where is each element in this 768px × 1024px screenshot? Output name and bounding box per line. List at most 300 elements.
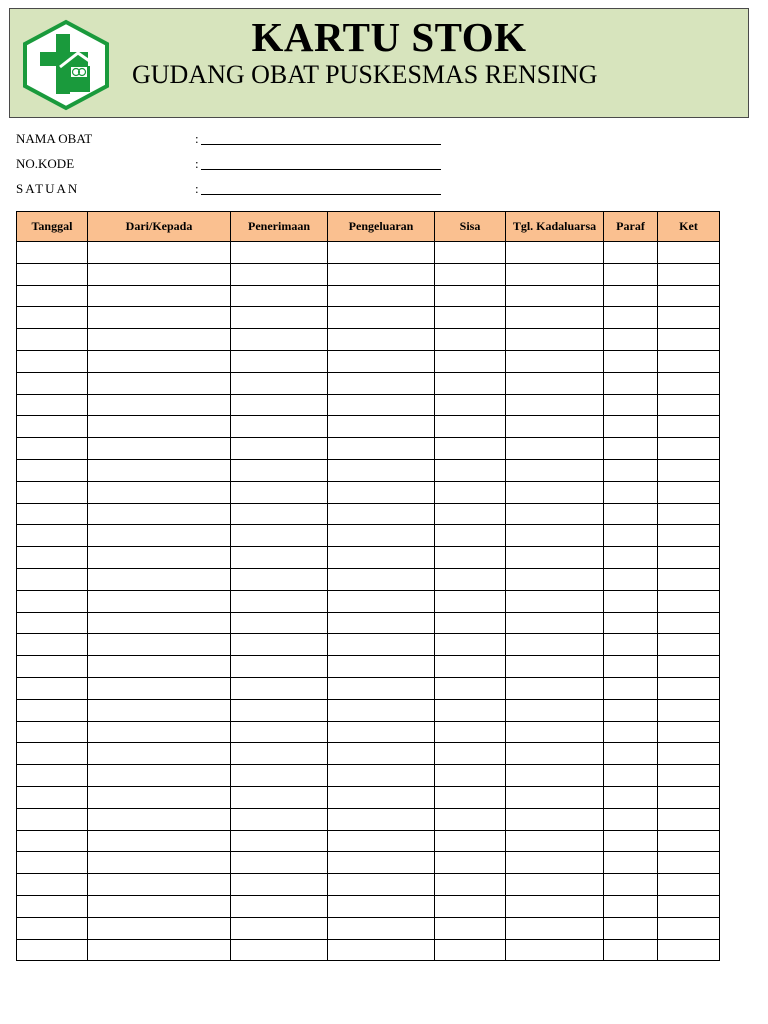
table-cell[interactable] [435, 329, 506, 351]
table-row [17, 677, 720, 699]
table-cell[interactable] [328, 547, 435, 569]
table-cell[interactable] [658, 786, 720, 808]
table-cell[interactable] [88, 895, 231, 917]
table-cell[interactable] [435, 590, 506, 612]
table-cell[interactable] [231, 808, 328, 830]
table-cell[interactable] [435, 307, 506, 329]
table-cell[interactable] [328, 242, 435, 264]
table-cell[interactable] [604, 808, 658, 830]
table-cell[interactable] [604, 677, 658, 699]
table-cell[interactable] [658, 242, 720, 264]
table-cell[interactable] [506, 786, 604, 808]
table-cell[interactable] [231, 612, 328, 634]
table-cell[interactable] [604, 721, 658, 743]
table-cell[interactable] [435, 416, 506, 438]
table-cell[interactable] [88, 765, 231, 787]
table-cell[interactable] [658, 895, 720, 917]
table-cell[interactable] [658, 917, 720, 939]
table-cell[interactable] [328, 895, 435, 917]
table-cell[interactable] [328, 590, 435, 612]
table-cell[interactable] [231, 874, 328, 896]
table-cell[interactable] [328, 416, 435, 438]
table-cell[interactable] [506, 503, 604, 525]
table-cell[interactable] [328, 263, 435, 285]
table-cell[interactable] [604, 350, 658, 372]
table-cell[interactable] [88, 808, 231, 830]
table-cell[interactable] [658, 459, 720, 481]
table-cell[interactable] [17, 895, 88, 917]
table-cell[interactable] [435, 677, 506, 699]
table-cell[interactable] [506, 416, 604, 438]
table-cell[interactable] [506, 481, 604, 503]
table-cell[interactable] [658, 285, 720, 307]
table-cell[interactable] [17, 242, 88, 264]
table-cell[interactable] [88, 285, 231, 307]
table-header-row [17, 212, 720, 242]
table-cell[interactable] [328, 568, 435, 590]
table-cell[interactable] [231, 677, 328, 699]
table-cell[interactable] [658, 350, 720, 372]
table-cell[interactable] [658, 394, 720, 416]
table-cell[interactable] [17, 350, 88, 372]
table-cell[interactable] [604, 285, 658, 307]
table-cell[interactable] [435, 547, 506, 569]
table-cell[interactable] [17, 612, 88, 634]
column-header-ket: Ket [658, 212, 720, 242]
table-cell[interactable] [604, 612, 658, 634]
table-cell[interactable] [658, 329, 720, 351]
table-cell[interactable] [88, 721, 231, 743]
table-cell[interactable] [88, 503, 231, 525]
table-cell[interactable] [88, 699, 231, 721]
table-row [17, 874, 720, 896]
table-cell[interactable] [604, 263, 658, 285]
table-body [17, 242, 720, 961]
table-cell[interactable] [17, 285, 88, 307]
table-cell[interactable] [231, 656, 328, 678]
table-cell[interactable] [231, 765, 328, 787]
table-cell[interactable] [88, 917, 231, 939]
table-cell[interactable] [435, 656, 506, 678]
table-cell[interactable] [435, 372, 506, 394]
table-row [17, 416, 720, 438]
table-cell[interactable] [328, 830, 435, 852]
table-cell[interactable] [506, 808, 604, 830]
table-cell[interactable] [604, 242, 658, 264]
table-cell[interactable] [506, 394, 604, 416]
table-cell[interactable] [231, 459, 328, 481]
table-cell[interactable] [506, 459, 604, 481]
table-cell[interactable] [231, 721, 328, 743]
field-label: SATUAN [16, 181, 80, 196]
table-cell[interactable] [231, 307, 328, 329]
table-cell[interactable] [435, 699, 506, 721]
table-cell[interactable] [604, 438, 658, 460]
table-cell[interactable] [658, 634, 720, 656]
table-cell[interactable] [435, 394, 506, 416]
table-cell[interactable] [506, 525, 604, 547]
table-cell[interactable] [17, 547, 88, 569]
table-cell[interactable] [604, 743, 658, 765]
table-cell[interactable] [658, 808, 720, 830]
table-cell[interactable] [231, 634, 328, 656]
field-blank-line[interactable] [201, 194, 441, 195]
table-cell[interactable] [328, 438, 435, 460]
table-cell[interactable] [328, 372, 435, 394]
table-cell[interactable] [231, 394, 328, 416]
table-cell[interactable] [658, 721, 720, 743]
table-cell[interactable] [328, 329, 435, 351]
table-cell[interactable] [604, 394, 658, 416]
table-cell[interactable] [604, 525, 658, 547]
table-cell[interactable] [658, 372, 720, 394]
table-cell[interactable] [17, 481, 88, 503]
table-cell[interactable] [17, 874, 88, 896]
table-cell[interactable] [506, 329, 604, 351]
table-cell[interactable] [658, 525, 720, 547]
table-cell[interactable] [88, 852, 231, 874]
table-cell[interactable] [658, 874, 720, 896]
table-cell[interactable] [231, 830, 328, 852]
column-header-paraf: Paraf [604, 212, 658, 242]
table-cell[interactable] [435, 438, 506, 460]
table-row [17, 394, 720, 416]
table-row [17, 939, 720, 961]
table-cell[interactable] [328, 612, 435, 634]
table-cell[interactable] [604, 547, 658, 569]
table-cell[interactable] [231, 372, 328, 394]
table-cell[interactable] [604, 459, 658, 481]
table-cell[interactable] [604, 568, 658, 590]
table-cell[interactable] [328, 852, 435, 874]
table-cell[interactable] [17, 786, 88, 808]
table-cell[interactable] [88, 568, 231, 590]
table-cell[interactable] [17, 307, 88, 329]
table-cell[interactable] [604, 416, 658, 438]
table-cell[interactable] [88, 242, 231, 264]
table-cell[interactable] [88, 939, 231, 961]
table-cell[interactable] [604, 852, 658, 874]
table-cell[interactable] [17, 677, 88, 699]
table-cell[interactable] [328, 786, 435, 808]
table-cell[interactable] [604, 874, 658, 896]
field-blank-line[interactable] [201, 169, 441, 170]
table-cell[interactable] [506, 917, 604, 939]
table-cell[interactable] [17, 699, 88, 721]
table-cell[interactable] [435, 852, 506, 874]
table-cell[interactable] [506, 350, 604, 372]
table-row [17, 525, 720, 547]
table-cell[interactable] [506, 874, 604, 896]
table-cell[interactable] [231, 350, 328, 372]
table-cell[interactable] [328, 285, 435, 307]
table-cell[interactable] [506, 939, 604, 961]
table-cell[interactable] [17, 656, 88, 678]
table-cell[interactable] [231, 743, 328, 765]
table-cell[interactable] [506, 743, 604, 765]
table-cell[interactable] [17, 394, 88, 416]
table-cell[interactable] [658, 568, 720, 590]
table-cell[interactable] [231, 590, 328, 612]
table-row [17, 350, 720, 372]
table-cell[interactable] [88, 459, 231, 481]
table-cell[interactable] [506, 568, 604, 590]
table-row [17, 656, 720, 678]
table-cell[interactable] [506, 677, 604, 699]
table-cell[interactable] [506, 699, 604, 721]
table-row [17, 372, 720, 394]
table-cell[interactable] [506, 656, 604, 678]
table-cell[interactable] [17, 917, 88, 939]
table-cell[interactable] [88, 350, 231, 372]
table-cell[interactable] [658, 438, 720, 460]
table-cell[interactable] [604, 372, 658, 394]
table-cell[interactable] [435, 503, 506, 525]
table-cell[interactable] [604, 699, 658, 721]
table-cell[interactable] [435, 481, 506, 503]
table-cell[interactable] [231, 263, 328, 285]
table-cell[interactable] [506, 242, 604, 264]
table-cell[interactable] [604, 917, 658, 939]
field-label: NO.KODE [16, 156, 75, 171]
table-cell[interactable] [328, 939, 435, 961]
table-cell[interactable] [658, 503, 720, 525]
table-cell[interactable] [435, 830, 506, 852]
table-cell[interactable] [435, 634, 506, 656]
table-cell[interactable] [435, 917, 506, 939]
table-cell[interactable] [17, 852, 88, 874]
table-cell[interactable] [506, 590, 604, 612]
table-row [17, 590, 720, 612]
table-cell[interactable] [328, 350, 435, 372]
table-cell[interactable] [658, 830, 720, 852]
table-cell[interactable] [506, 852, 604, 874]
table-cell[interactable] [506, 438, 604, 460]
table-cell[interactable] [604, 634, 658, 656]
table-cell[interactable] [231, 786, 328, 808]
table-cell[interactable] [435, 939, 506, 961]
table-cell[interactable] [604, 939, 658, 961]
table-row [17, 438, 720, 460]
table-cell[interactable] [88, 656, 231, 678]
table-row [17, 459, 720, 481]
table-cell[interactable] [604, 830, 658, 852]
table-cell[interactable] [658, 699, 720, 721]
table-cell[interactable] [88, 677, 231, 699]
table-cell[interactable] [435, 874, 506, 896]
table-cell[interactable] [17, 590, 88, 612]
table-cell[interactable] [88, 394, 231, 416]
table-cell[interactable] [231, 525, 328, 547]
table-cell[interactable] [231, 438, 328, 460]
table-cell[interactable] [658, 743, 720, 765]
table-cell[interactable] [435, 525, 506, 547]
table-cell[interactable] [506, 634, 604, 656]
table-cell[interactable] [435, 743, 506, 765]
table-cell[interactable] [328, 808, 435, 830]
table-cell[interactable] [88, 263, 231, 285]
table-cell[interactable] [17, 939, 88, 961]
table-cell[interactable] [604, 307, 658, 329]
table-cell[interactable] [328, 721, 435, 743]
table-cell[interactable] [231, 242, 328, 264]
field-colon: : [195, 131, 199, 146]
table-row [17, 765, 720, 787]
table-cell[interactable] [231, 503, 328, 525]
table-cell[interactable] [435, 263, 506, 285]
table-cell[interactable] [17, 721, 88, 743]
table-cell[interactable] [658, 677, 720, 699]
column-header-tgl-kadaluarsa: Tgl. Kadaluarsa [506, 212, 604, 242]
table-cell[interactable] [506, 263, 604, 285]
table-cell[interactable] [658, 263, 720, 285]
table-cell[interactable] [231, 917, 328, 939]
table-cell[interactable] [435, 350, 506, 372]
table-cell[interactable] [658, 481, 720, 503]
table-cell[interactable] [658, 612, 720, 634]
table-cell[interactable] [435, 242, 506, 264]
table-cell[interactable] [17, 830, 88, 852]
table-cell[interactable] [88, 416, 231, 438]
table-cell[interactable] [231, 329, 328, 351]
table-cell[interactable] [17, 416, 88, 438]
table-cell[interactable] [88, 481, 231, 503]
table-cell[interactable] [88, 372, 231, 394]
table-cell[interactable] [435, 808, 506, 830]
table-cell[interactable] [231, 895, 328, 917]
table-cell[interactable] [604, 765, 658, 787]
table-cell[interactable] [658, 765, 720, 787]
table-cell[interactable] [88, 525, 231, 547]
table-cell[interactable] [88, 590, 231, 612]
table-row [17, 481, 720, 503]
table-row [17, 786, 720, 808]
table-cell[interactable] [88, 874, 231, 896]
table-cell[interactable] [506, 612, 604, 634]
table-cell[interactable] [328, 743, 435, 765]
table-cell[interactable] [231, 481, 328, 503]
column-header-dari-kepada: Dari/Kepada [88, 212, 231, 242]
table-cell[interactable] [506, 307, 604, 329]
table-cell[interactable] [328, 481, 435, 503]
table-cell[interactable] [506, 285, 604, 307]
table-cell[interactable] [506, 830, 604, 852]
table-cell[interactable] [231, 568, 328, 590]
table-cell[interactable] [328, 874, 435, 896]
table-cell[interactable] [328, 765, 435, 787]
table-cell[interactable] [604, 786, 658, 808]
table-cell[interactable] [658, 852, 720, 874]
table-cell[interactable] [88, 329, 231, 351]
table-cell[interactable] [17, 459, 88, 481]
table-cell[interactable] [17, 503, 88, 525]
table-cell[interactable] [506, 721, 604, 743]
table-cell[interactable] [506, 895, 604, 917]
table-cell[interactable] [231, 547, 328, 569]
table-cell[interactable] [328, 503, 435, 525]
table-cell[interactable] [658, 939, 720, 961]
table-cell[interactable] [328, 525, 435, 547]
table-cell[interactable] [435, 612, 506, 634]
stock-table [16, 211, 720, 961]
table-cell[interactable] [604, 481, 658, 503]
table-cell[interactable] [328, 917, 435, 939]
table-cell[interactable] [658, 416, 720, 438]
table-cell[interactable] [658, 590, 720, 612]
table-cell[interactable] [88, 634, 231, 656]
table-cell[interactable] [506, 372, 604, 394]
table-cell[interactable] [17, 263, 88, 285]
table-cell[interactable] [17, 568, 88, 590]
table-cell[interactable] [506, 765, 604, 787]
table-cell[interactable] [328, 677, 435, 699]
table-cell[interactable] [435, 285, 506, 307]
table-cell[interactable] [17, 438, 88, 460]
table-cell[interactable] [231, 285, 328, 307]
page-subtitle: GUDANG OBAT PUSKESMAS RENSING [132, 60, 598, 89]
table-row [17, 307, 720, 329]
table-cell[interactable] [435, 786, 506, 808]
table-cell[interactable] [328, 634, 435, 656]
table-cell[interactable] [88, 830, 231, 852]
table-cell[interactable] [604, 329, 658, 351]
table-row [17, 808, 720, 830]
table-cell[interactable] [88, 438, 231, 460]
table-cell[interactable] [231, 416, 328, 438]
table-cell[interactable] [435, 895, 506, 917]
table-cell[interactable] [17, 634, 88, 656]
table-cell[interactable] [328, 459, 435, 481]
table-cell[interactable] [88, 547, 231, 569]
table-cell[interactable] [604, 656, 658, 678]
table-cell[interactable] [88, 307, 231, 329]
table-cell[interactable] [17, 743, 88, 765]
table-cell[interactable] [604, 503, 658, 525]
table-cell[interactable] [17, 808, 88, 830]
table-cell[interactable] [604, 895, 658, 917]
table-cell[interactable] [17, 372, 88, 394]
table-cell[interactable] [658, 547, 720, 569]
table-cell[interactable] [328, 394, 435, 416]
table-cell[interactable] [435, 568, 506, 590]
table-cell[interactable] [506, 547, 604, 569]
table-cell[interactable] [88, 786, 231, 808]
table-cell[interactable] [435, 721, 506, 743]
table-cell[interactable] [328, 307, 435, 329]
table-cell[interactable] [17, 765, 88, 787]
table-cell[interactable] [435, 765, 506, 787]
table-cell[interactable] [604, 590, 658, 612]
table-cell[interactable] [231, 852, 328, 874]
table-cell[interactable] [17, 525, 88, 547]
header-banner [9, 8, 749, 118]
table-cell[interactable] [231, 939, 328, 961]
field-colon: : [195, 181, 199, 196]
table-cell[interactable] [88, 743, 231, 765]
table-cell[interactable] [231, 699, 328, 721]
table-cell[interactable] [88, 612, 231, 634]
table-cell[interactable] [658, 307, 720, 329]
field-colon: : [195, 156, 199, 171]
table-cell[interactable] [17, 329, 88, 351]
field-blank-line[interactable] [201, 144, 441, 145]
column-header-tanggal: Tanggal [17, 212, 88, 242]
table-cell[interactable] [328, 656, 435, 678]
table-cell[interactable] [435, 459, 506, 481]
table-cell[interactable] [328, 699, 435, 721]
column-header-sisa: Sisa [435, 212, 506, 242]
table-cell[interactable] [658, 656, 720, 678]
